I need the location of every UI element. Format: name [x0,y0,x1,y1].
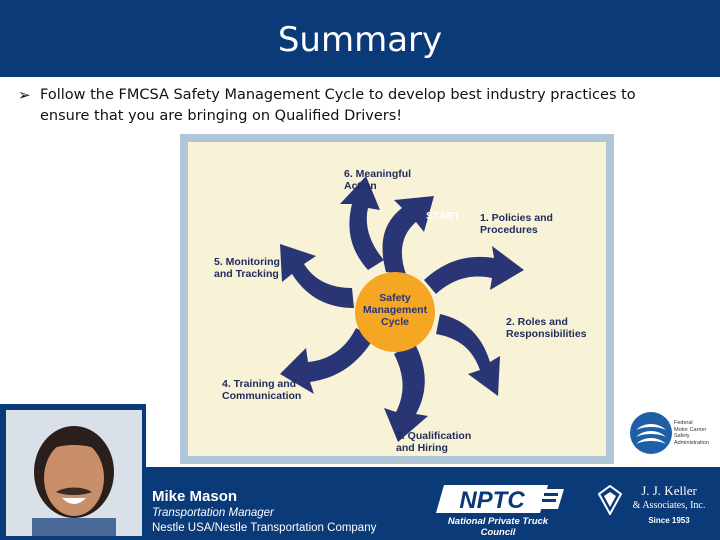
bullet-text: Follow the FMCSA Safety Management Cycle to develop best industry practices to ensure that you are bringing on Qualified Drivers! [40,87,636,124]
cycle-step-4: 4. Training and Communication [222,378,302,402]
cycle-arrow-2 [436,314,500,396]
cycle-arrow-3 [384,342,428,442]
presenter-org: Nestle USA/Nestle Transportation Company [152,522,377,534]
keller-name: J. J. Keller [641,483,697,498]
cycle-arrow-5 [280,244,354,308]
fmcsa-logo-text: Federal Motor Carrier Safety Administration [674,420,709,446]
keller-sub: & Associates, Inc. [632,500,706,511]
cycle-step-2: 2. Roles and Responsibilities [506,316,587,340]
bullet-point [18,85,658,127]
cycle-step-1: 1. Policies and Procedures [480,212,553,236]
cycle-step-5: 5. Monitoring and Tracking [214,256,280,280]
presenter-role: Transportation Manager [152,507,274,519]
safety-cycle-diagram [188,142,606,456]
title-bar [0,0,720,77]
jj-keller-logo [596,483,716,533]
keller-emblem-icon [598,485,622,515]
nptc-wordmark-graphic [430,483,566,517]
nptc-wordmark: NPTC [459,487,525,514]
presenter-name: Mike Mason [152,488,238,505]
bullet-arrow-icon: ➢ [18,86,31,104]
nptc-subtitle: National Private Truck Council [447,516,549,538]
presenter-portrait-image [6,410,142,536]
presenter-photo [6,410,142,536]
slide-title: Summary [277,20,443,60]
cycle-step-6: 6. Meaningful Action [344,168,412,192]
safety-cycle-figure [180,134,614,464]
presenter-photo-frame [0,404,146,540]
keller-since: Since 1953 [648,516,690,525]
fmcsa-logo [626,402,718,458]
cycle-center-label: Safety Management Cycle [362,292,428,328]
fmcsa-emblem-icon [628,410,674,456]
cycle-arrow-start [383,196,434,274]
cycle-step-3: 3. Qualification and Hiring [396,430,472,454]
nptc-logo [430,483,566,538]
cycle-start-label: START [426,210,461,222]
cycle-arrow-1 [424,246,524,294]
